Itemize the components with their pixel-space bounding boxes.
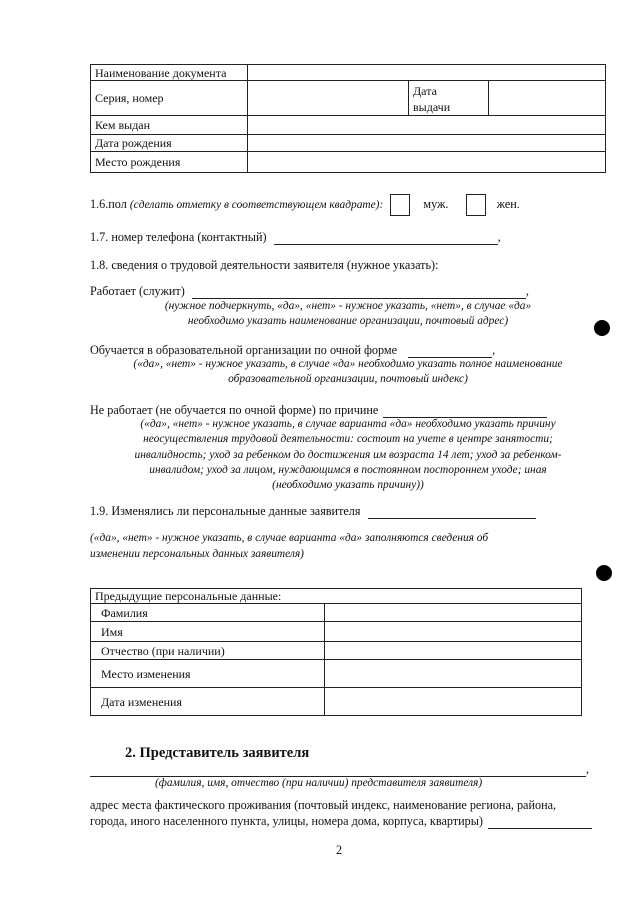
birth-date-label: Дата рождения — [91, 135, 248, 152]
page-number: 2 — [336, 843, 343, 857]
prev-patronymic-label: Отчество (при наличии) — [91, 642, 325, 660]
series-number-field[interactable] — [248, 81, 409, 116]
previous-data-header: Предыдущие персональные данные: — [91, 589, 582, 604]
employment-heading: 1.8. сведения о трудовой деятельности заявителя (нужное указать): — [90, 258, 439, 272]
series-number-label: Серия, номер — [91, 81, 248, 116]
previous-data-table — [90, 588, 582, 716]
phone-input[interactable] — [274, 232, 498, 245]
representative-line-row — [90, 762, 589, 777]
phone-comma: , — [497, 230, 501, 244]
prev-change-place-label: Место изменения — [91, 660, 325, 688]
works-label: Работает (служит) — [90, 284, 185, 298]
female-checkbox[interactable] — [466, 194, 486, 216]
works-input[interactable] — [192, 286, 526, 299]
issue-date-label-line1: Дата — [413, 84, 437, 98]
prev-patronymic-field[interactable] — [325, 642, 582, 660]
changes-hint — [90, 530, 606, 562]
address-text — [90, 797, 592, 829]
female-label: жен. — [496, 196, 520, 211]
gender-hint: (сделать отметку в соответствующем квадрате): — [129, 198, 384, 211]
document-table — [90, 64, 606, 173]
prev-surname-field[interactable] — [325, 604, 582, 622]
works-hint-line1: (нужное подчеркнуть, «да», «нет» - нужное указать, «нет», в случае «да» — [164, 300, 532, 312]
representative-input[interactable] — [90, 764, 586, 777]
prev-surname-label: Фамилия — [91, 604, 325, 622]
male-label: муж. — [423, 196, 449, 211]
changes-input[interactable] — [368, 506, 536, 519]
address-input[interactable] — [488, 816, 592, 829]
birth-date-field[interactable] — [248, 135, 606, 152]
notworking-hint-line1: («да», «нет» - нужное указать, в случае варианта «да» необходимо указать причину — [140, 418, 556, 430]
notworking-hint-line2: неосуществления трудовой деятельности: состоит на учете в центре занятости; — [143, 433, 553, 446]
prev-name-label: Имя — [91, 622, 325, 642]
changes-hint-line1: («да», «нет» - нужное указать, в случае варианта «да» заполняются сведения об — [90, 532, 489, 544]
address-line1: адрес места фактического проживания (почтовый индекс, наименование региона, района, — [90, 798, 557, 812]
notworking-hint — [90, 417, 606, 493]
studies-comma: , — [492, 343, 496, 357]
changes-row — [90, 504, 536, 519]
works-comma: , — [525, 284, 529, 298]
notworking-hint-line5: (необходимо указать причину)) — [272, 479, 424, 492]
changes-label: 1.9. Изменялись ли персональные данные заявителя — [90, 504, 361, 518]
issued-by-field[interactable] — [248, 116, 606, 135]
doc-name-label: Наименование документа — [91, 65, 248, 81]
section2-title: 2. Представитель заявителя — [125, 745, 310, 761]
studies-hint-line1: («да», «нет» - нужное указать, в случае «да» необходимо указать полное наименование — [133, 358, 563, 370]
prev-change-date-field[interactable] — [325, 688, 582, 716]
phone-label: 1.7. номер телефона (контактный) — [90, 230, 267, 244]
gender-label: 1.6.пол — [90, 196, 127, 211]
punch-hole-bottom — [596, 565, 612, 581]
issue-date-label — [409, 81, 489, 116]
representative-comma: , — [586, 762, 590, 776]
prev-change-place-field[interactable] — [325, 660, 582, 688]
notworking-label: Не работает (не обучается по очной форме) по причине — [90, 403, 379, 417]
punch-hole-top — [594, 320, 610, 336]
birth-place-field[interactable] — [248, 152, 606, 173]
studies-hint-line2: образовательной организации, почтовый индекс) — [228, 373, 468, 385]
birth-place-label: Место рождения — [91, 152, 248, 173]
prev-name-field[interactable] — [325, 622, 582, 642]
notworking-hint-line4: инвалидом; уход за лицом, нуждающимся в постоянном постороннем уходе; иная — [149, 463, 547, 476]
issue-date-label-line2: выдачи — [413, 100, 451, 114]
changes-hint-line2: изменении персональных данных заявителя) — [90, 548, 304, 560]
studies-label: Обучается в образовательной организации по очной форме — [90, 343, 398, 357]
works-row — [90, 284, 529, 299]
works-hint-line2: необходимо указать наименование организации, почтовый адрес) — [187, 315, 509, 327]
address-line2-row — [90, 813, 592, 829]
studies-hint — [90, 357, 606, 387]
issued-by-label: Кем выдан — [91, 116, 248, 135]
representative-hint: (фамилия, имя, отчество (при наличии) представителя заявителя) — [155, 777, 483, 789]
doc-name-field[interactable] — [248, 65, 606, 81]
prev-change-date-label: Дата изменения — [91, 688, 325, 716]
address-line2: города, иного населенного пункта, улицы, номера дома, корпуса, квартиры) — [90, 814, 483, 828]
phone-row — [90, 230, 501, 245]
issue-date-field[interactable] — [489, 81, 606, 116]
studies-row — [90, 343, 495, 358]
gender-row — [90, 194, 520, 216]
male-checkbox[interactable] — [390, 194, 410, 216]
notworking-row — [90, 403, 547, 418]
notworking-hint-line3: инвалидность; уход за ребенком до достижения им возраста 14 лет; уход за ребенком- — [134, 448, 562, 461]
works-hint — [90, 299, 606, 329]
